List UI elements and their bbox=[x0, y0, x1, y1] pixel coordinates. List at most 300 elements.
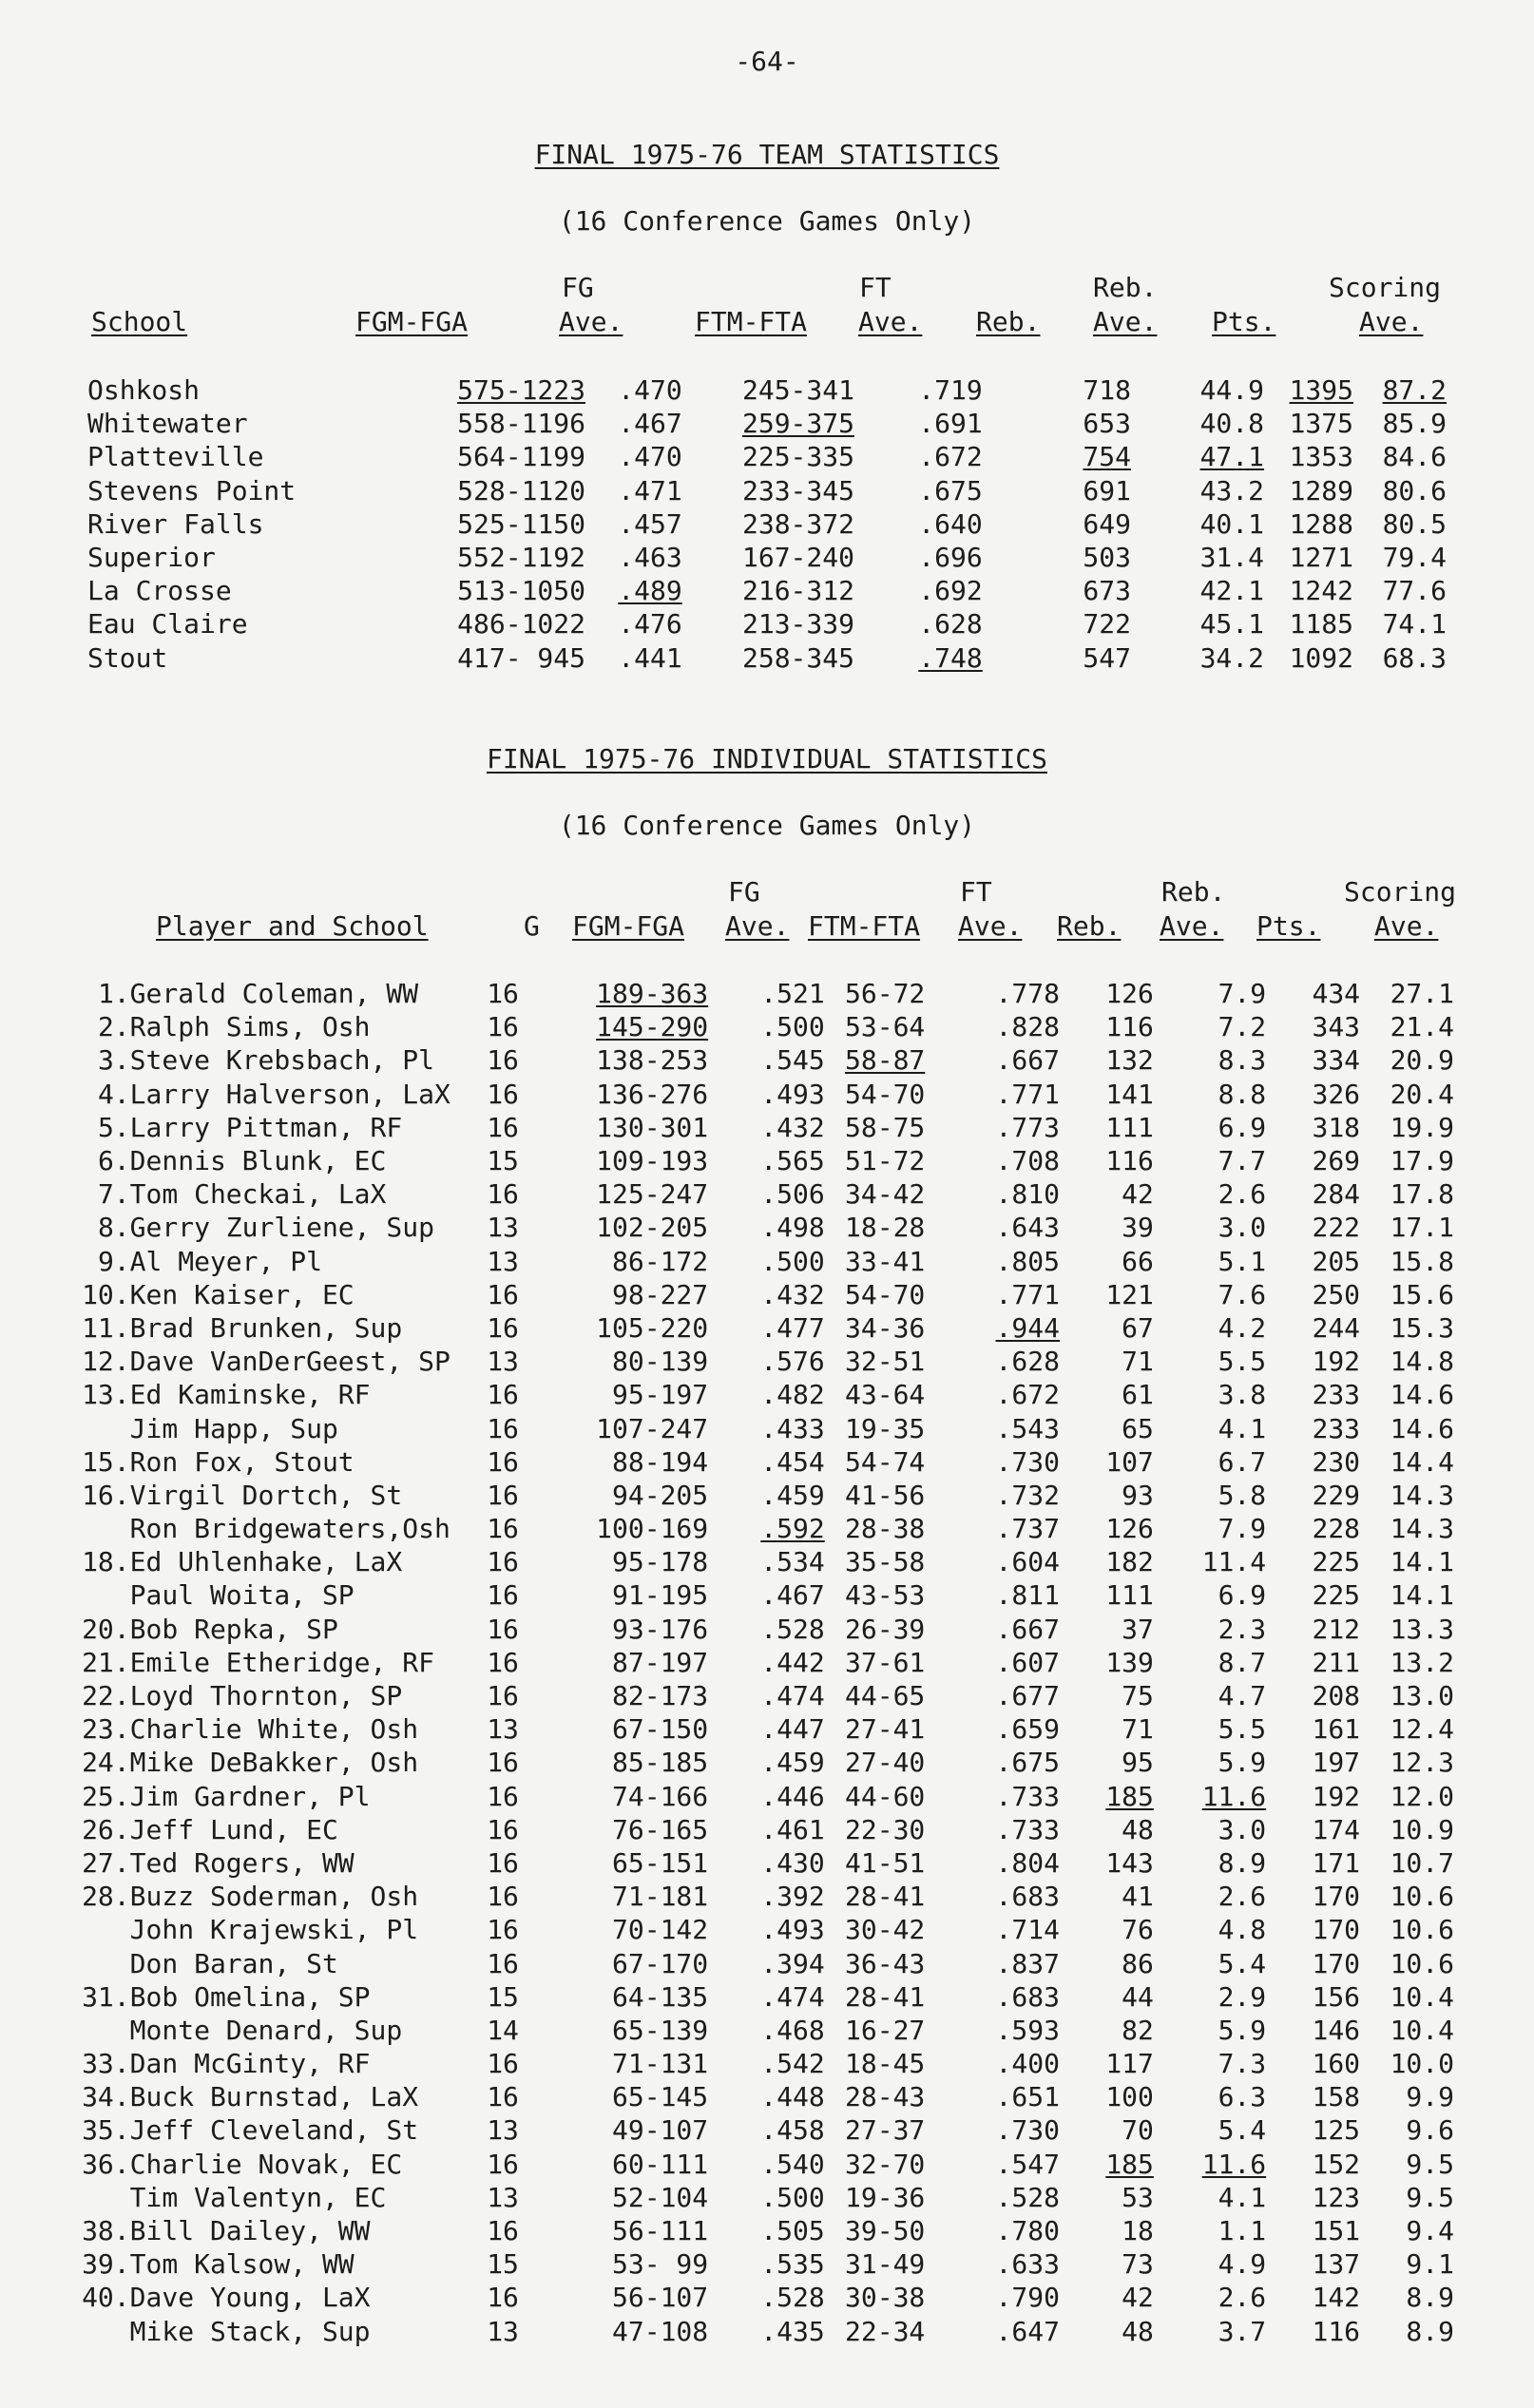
cell-pts: 123 bbox=[1312, 2181, 1361, 2213]
cell-reb-ave: 5.5 bbox=[1218, 1346, 1267, 1378]
cell-games: 16 bbox=[487, 1914, 519, 1946]
cell-reb-ave: 31.4 bbox=[1199, 542, 1264, 574]
cell-scoring-ave: 79.4 bbox=[1382, 542, 1447, 574]
cell-rank: 5. bbox=[97, 1111, 130, 1143]
individual-header-scoring-top: Scoring bbox=[1344, 876, 1457, 908]
cell-games: 16 bbox=[487, 1011, 519, 1043]
cell-games: 16 bbox=[487, 2148, 519, 2180]
cell-games: 16 bbox=[487, 1111, 519, 1143]
player-row bbox=[67, 977, 1454, 1010]
cell-player: Ed Kaminske, RF bbox=[129, 1379, 371, 1411]
cell-fgm-fga: 88-194 bbox=[612, 1445, 709, 1478]
cell-scoring-ave: 9.4 bbox=[1406, 2215, 1454, 2247]
cell-reb: 76 bbox=[1122, 1914, 1154, 1946]
cell-fgm-fga: 486-1022 bbox=[457, 608, 585, 640]
cell-reb: 143 bbox=[1105, 1846, 1154, 1879]
cell-rank: 23. bbox=[82, 1713, 130, 1746]
cell-pts: 1375 bbox=[1289, 408, 1353, 440]
cell-fg-ave: .463 bbox=[618, 542, 682, 574]
cell-fgm-fga: 70-142 bbox=[612, 1914, 709, 1946]
cell-reb: 107 bbox=[1105, 1445, 1154, 1478]
team-header-scoring-ave: Ave. bbox=[1359, 306, 1424, 337]
cell-reb-ave: 2.6 bbox=[1218, 2282, 1267, 2314]
cell-player: Charlie White, Osh bbox=[129, 1713, 419, 1746]
cell-player: Don Baran, St bbox=[129, 1947, 338, 1979]
cell-reb: 75 bbox=[1122, 1680, 1154, 1712]
cell-rank: 21. bbox=[82, 1646, 130, 1678]
cell-ft-ave: .607 bbox=[995, 1646, 1060, 1678]
cell-scoring-ave: 12.4 bbox=[1390, 1713, 1454, 1746]
cell-player: Bob Omelina, SP bbox=[129, 1980, 371, 2013]
cell-ftm-fta: 28-41 bbox=[845, 1980, 926, 2013]
cell-pts: 1092 bbox=[1289, 641, 1353, 674]
cell-ft-ave: .733 bbox=[995, 1780, 1060, 1812]
cell-reb: 42 bbox=[1122, 1178, 1154, 1211]
individual-header-reb: Reb. bbox=[1057, 910, 1122, 942]
cell-player: Charlie Novak, EC bbox=[129, 2148, 403, 2180]
cell-fg-ave: .521 bbox=[760, 978, 825, 1010]
cell-fgm-fga: 528-1120 bbox=[457, 474, 585, 506]
individual-header-g: G bbox=[524, 910, 540, 942]
cell-reb: 42 bbox=[1122, 2282, 1154, 2314]
cell-fgm-fga: 52-104 bbox=[612, 2181, 709, 2213]
cell-fg-ave: .467 bbox=[760, 1579, 825, 1612]
cell-fg-ave: .528 bbox=[760, 1613, 825, 1645]
cell-ft-ave: .677 bbox=[995, 1680, 1060, 1712]
cell-reb-ave: 4.2 bbox=[1218, 1311, 1267, 1344]
cell-player: Jeff Lund, EC bbox=[129, 1813, 338, 1845]
cell-reb-ave: 11.6 bbox=[1201, 2148, 1267, 2180]
cell-rank: 26. bbox=[82, 1813, 130, 1845]
cell-reb-ave: 7.9 bbox=[1218, 1513, 1267, 1545]
cell-pts: 146 bbox=[1312, 2014, 1361, 2046]
cell-reb-ave: 8.7 bbox=[1218, 1646, 1267, 1678]
team-stats-table bbox=[87, 373, 1447, 675]
cell-rank: 35. bbox=[82, 2114, 130, 2147]
cell-reb-ave: 3.7 bbox=[1218, 2315, 1267, 2347]
cell-games: 16 bbox=[487, 1747, 519, 1779]
player-row bbox=[67, 1111, 1454, 1144]
cell-rank: 8. bbox=[97, 1212, 130, 1244]
cell-player: Al Meyer, Pl bbox=[129, 1245, 322, 1277]
cell-rank: 18. bbox=[82, 1546, 130, 1578]
cell-scoring-ave: 87.2 bbox=[1382, 374, 1447, 407]
cell-reb-ave: 8.3 bbox=[1218, 1044, 1267, 1077]
player-row bbox=[67, 1679, 1454, 1712]
cell-reb-ave: 7.3 bbox=[1218, 2048, 1267, 2080]
cell-games: 16 bbox=[487, 978, 519, 1010]
cell-pts: 158 bbox=[1312, 2081, 1361, 2113]
cell-player: Mike DeBakker, Osh bbox=[129, 1747, 419, 1779]
cell-fg-ave: .470 bbox=[618, 441, 682, 473]
cell-ftm-fta: 216-312 bbox=[741, 575, 854, 607]
cell-ft-ave: .683 bbox=[995, 1980, 1060, 2013]
cell-fgm-fga: 525-1150 bbox=[457, 507, 585, 540]
cell-fgm-fga: 64-135 bbox=[612, 1980, 709, 2013]
team-row bbox=[87, 407, 1447, 440]
cell-ftm-fta: 34-42 bbox=[845, 1178, 926, 1211]
cell-scoring-ave: 15.6 bbox=[1390, 1278, 1454, 1310]
cell-ft-ave: .719 bbox=[918, 374, 983, 407]
cell-reb: 82 bbox=[1122, 2014, 1154, 2046]
cell-fgm-fga: 56-107 bbox=[612, 2282, 709, 2314]
cell-fgm-fga: 513-1050 bbox=[457, 575, 585, 607]
cell-games: 13 bbox=[487, 2315, 519, 2347]
team-header-ft-top: FT bbox=[859, 272, 892, 303]
player-row bbox=[67, 1946, 1454, 1979]
cell-reb: 44 bbox=[1122, 1980, 1154, 2013]
cell-fgm-fga: 95-178 bbox=[612, 1546, 709, 1578]
cell-games: 16 bbox=[487, 1846, 519, 1879]
cell-pts: 197 bbox=[1312, 1747, 1361, 1779]
cell-ft-ave: .810 bbox=[995, 1178, 1060, 1211]
cell-reb: 185 bbox=[1105, 2148, 1154, 2180]
cell-reb: 718 bbox=[1083, 374, 1131, 407]
cell-fg-ave: .454 bbox=[760, 1445, 825, 1478]
cell-reb: 111 bbox=[1105, 1579, 1154, 1612]
cell-ftm-fta: 37-61 bbox=[845, 1646, 926, 1678]
individual-header-ft-ave: Ave. bbox=[958, 910, 1023, 942]
cell-fgm-fga: 71-131 bbox=[612, 2048, 709, 2080]
cell-pts: 170 bbox=[1312, 1947, 1361, 1979]
cell-fgm-fga: 109-193 bbox=[596, 1145, 709, 1177]
cell-reb: 39 bbox=[1122, 1212, 1154, 1244]
cell-pts: 269 bbox=[1312, 1145, 1361, 1177]
cell-reb: 126 bbox=[1105, 1513, 1154, 1545]
cell-ft-ave: .628 bbox=[918, 608, 983, 640]
cell-reb-ave: 6.9 bbox=[1218, 1579, 1267, 1612]
cell-rank: 27. bbox=[82, 1846, 130, 1879]
cell-ft-ave: .828 bbox=[995, 1011, 1060, 1043]
cell-ftm-fta: 33-41 bbox=[845, 1245, 926, 1277]
cell-ftm-fta: 43-53 bbox=[845, 1579, 926, 1612]
cell-rank: 22. bbox=[82, 1680, 130, 1712]
cell-ft-ave: .643 bbox=[995, 1212, 1060, 1244]
cell-ft-ave: .604 bbox=[995, 1546, 1060, 1578]
team-header-scoring-top: Scoring bbox=[1329, 272, 1442, 303]
team-row bbox=[87, 474, 1447, 507]
cell-ftm-fta: 213-339 bbox=[741, 608, 854, 640]
cell-ftm-fta: 54-70 bbox=[845, 1278, 926, 1310]
cell-fgm-fga: 552-1192 bbox=[457, 542, 585, 574]
cell-player: Steve Krebsbach, Pl bbox=[129, 1044, 434, 1077]
cell-pts: 170 bbox=[1312, 1914, 1361, 1946]
team-row bbox=[87, 373, 1447, 407]
player-row bbox=[67, 1712, 1454, 1746]
cell-rank: 9. bbox=[97, 1245, 130, 1277]
cell-ftm-fta: 51-72 bbox=[845, 1145, 926, 1177]
cell-reb-ave: 6.7 bbox=[1218, 1445, 1267, 1478]
player-row bbox=[67, 2247, 1454, 2281]
cell-ft-ave: .773 bbox=[995, 1111, 1060, 1143]
cell-fgm-fga: 125-247 bbox=[596, 1178, 709, 1211]
cell-fg-ave: .474 bbox=[760, 1680, 825, 1712]
cell-reb: 67 bbox=[1122, 1311, 1154, 1344]
cell-ft-ave: .737 bbox=[995, 1513, 1060, 1545]
cell-fg-ave: .433 bbox=[760, 1412, 825, 1444]
cell-pts: 152 bbox=[1312, 2148, 1361, 2180]
cell-fg-ave: .505 bbox=[760, 2215, 825, 2247]
cell-fg-ave: .430 bbox=[760, 1846, 825, 1879]
cell-scoring-ave: 20.4 bbox=[1390, 1078, 1454, 1110]
cell-fg-ave: .467 bbox=[618, 408, 682, 440]
cell-rank: 31. bbox=[82, 1980, 130, 2013]
cell-scoring-ave: 10.9 bbox=[1390, 1813, 1454, 1845]
cell-scoring-ave: 14.8 bbox=[1390, 1346, 1454, 1378]
cell-games: 16 bbox=[487, 2048, 519, 2080]
cell-fg-ave: .441 bbox=[618, 641, 682, 674]
cell-reb-ave: 4.1 bbox=[1218, 1412, 1267, 1444]
cell-rank: 7. bbox=[97, 1178, 130, 1211]
cell-games: 16 bbox=[487, 1513, 519, 1545]
cell-games: 16 bbox=[487, 1947, 519, 1979]
cell-reb: 111 bbox=[1105, 1111, 1154, 1143]
cell-ftm-fta: 22-34 bbox=[845, 2315, 926, 2347]
player-row bbox=[67, 1880, 1454, 1913]
cell-ftm-fta: 32-70 bbox=[845, 2148, 926, 2180]
player-row bbox=[67, 1010, 1454, 1043]
cell-ftm-fta: 18-45 bbox=[845, 2048, 926, 2080]
cell-games: 16 bbox=[487, 1780, 519, 1812]
cell-fg-ave: .392 bbox=[760, 1881, 825, 1913]
cell-rank: 25. bbox=[82, 1780, 130, 1812]
cell-fgm-fga: 85-185 bbox=[612, 1747, 709, 1779]
cell-fgm-fga: 80-139 bbox=[612, 1346, 709, 1378]
cell-reb: 691 bbox=[1083, 474, 1131, 506]
cell-reb-ave: 1.1 bbox=[1218, 2215, 1267, 2247]
cell-reb-ave: 44.9 bbox=[1199, 374, 1264, 407]
cell-fgm-fga: 65-151 bbox=[612, 1846, 709, 1879]
cell-reb: 132 bbox=[1105, 1044, 1154, 1077]
cell-ftm-fta: 35-58 bbox=[845, 1546, 926, 1578]
cell-ftm-fta: 16-27 bbox=[845, 2014, 926, 2046]
cell-reb-ave: 7.6 bbox=[1218, 1278, 1267, 1310]
cell-scoring-ave: 85.9 bbox=[1382, 408, 1447, 440]
cell-reb: 93 bbox=[1122, 1479, 1154, 1511]
cell-fg-ave: .545 bbox=[760, 1044, 825, 1077]
cell-ftm-fta: 258-345 bbox=[741, 641, 854, 674]
cell-fgm-fga: 107-247 bbox=[596, 1412, 709, 1444]
cell-fgm-fga: 189-363 bbox=[596, 978, 709, 1010]
cell-reb-ave: 5.9 bbox=[1218, 2014, 1267, 2046]
individual-stats-subtitle: (16 Conference Games Only) bbox=[558, 810, 976, 841]
cell-reb-ave: 3.0 bbox=[1218, 1813, 1267, 1845]
player-row bbox=[67, 2148, 1454, 2181]
cell-ftm-fta: 44-60 bbox=[845, 1780, 926, 1812]
cell-ft-ave: .675 bbox=[918, 474, 983, 506]
cell-reb-ave: 5.4 bbox=[1218, 2114, 1267, 2147]
cell-reb: 139 bbox=[1105, 1646, 1154, 1678]
team-row bbox=[87, 574, 1447, 607]
team-header-reb-top: Reb. bbox=[1093, 272, 1158, 303]
cell-pts: 171 bbox=[1312, 1846, 1361, 1879]
cell-scoring-ave: 9.1 bbox=[1406, 2248, 1454, 2281]
cell-ft-ave: .771 bbox=[995, 1078, 1060, 1110]
cell-games: 16 bbox=[487, 1646, 519, 1678]
cell-fgm-fga: 53- 99 bbox=[612, 2248, 709, 2281]
cell-reb-ave: 4.7 bbox=[1218, 1680, 1267, 1712]
cell-scoring-ave: 17.9 bbox=[1390, 1145, 1454, 1177]
cell-games: 16 bbox=[487, 2081, 519, 2113]
cell-fgm-fga: 56-111 bbox=[612, 2215, 709, 2247]
individual-header-player: Player and School bbox=[156, 910, 429, 942]
cell-ftm-fta: 28-43 bbox=[845, 2081, 926, 2113]
cell-scoring-ave: 8.9 bbox=[1406, 2282, 1454, 2314]
cell-pts: 225 bbox=[1312, 1546, 1361, 1578]
cell-reb-ave: 5.8 bbox=[1218, 1479, 1267, 1511]
cell-games: 15 bbox=[487, 1145, 519, 1177]
team-header-ftm-fta: FTM-FTA bbox=[695, 306, 808, 337]
cell-scoring-ave: 10.4 bbox=[1390, 2014, 1454, 2046]
cell-rank: 20. bbox=[82, 1613, 130, 1645]
cell-ft-ave: .730 bbox=[995, 1445, 1060, 1478]
cell-games: 16 bbox=[487, 1579, 519, 1612]
cell-scoring-ave: 15.8 bbox=[1390, 1245, 1454, 1277]
individual-header-fg-ave: Ave. bbox=[725, 910, 790, 942]
cell-ft-ave: .748 bbox=[918, 641, 983, 674]
player-row bbox=[67, 2315, 1454, 2348]
cell-reb: 100 bbox=[1105, 2081, 1154, 2113]
cell-fgm-fga: 94-205 bbox=[612, 1479, 709, 1511]
cell-reb-ave: 3.8 bbox=[1218, 1379, 1267, 1411]
cell-school: Platteville bbox=[87, 441, 264, 473]
cell-games: 14 bbox=[487, 2014, 519, 2046]
cell-reb: 673 bbox=[1083, 575, 1131, 607]
cell-reb: 41 bbox=[1122, 1881, 1154, 1913]
cell-ft-ave: .732 bbox=[995, 1479, 1060, 1511]
cell-rank bbox=[67, 1946, 130, 1979]
cell-school: Stout bbox=[87, 641, 168, 674]
cell-games: 16 bbox=[487, 1412, 519, 1444]
cell-ftm-fta: 238-372 bbox=[741, 507, 854, 540]
cell-fgm-fga: 65-139 bbox=[612, 2014, 709, 2046]
cell-games: 13 bbox=[487, 2181, 519, 2213]
player-row bbox=[67, 1746, 1454, 1779]
cell-pts: 170 bbox=[1312, 1881, 1361, 1913]
cell-reb-ave: 6.3 bbox=[1218, 2081, 1267, 2113]
cell-rank: 1. bbox=[97, 978, 130, 1010]
cell-fgm-fga: 93-176 bbox=[612, 1613, 709, 1645]
cell-games: 15 bbox=[487, 1980, 519, 2013]
cell-pts: 1395 bbox=[1289, 374, 1353, 407]
cell-fgm-fga: 74-166 bbox=[612, 1780, 709, 1812]
cell-fg-ave: .565 bbox=[760, 1145, 825, 1177]
cell-fgm-fga: 145-290 bbox=[596, 1011, 709, 1043]
cell-scoring-ave: 10.6 bbox=[1390, 1947, 1454, 1979]
player-row bbox=[67, 2181, 1454, 2214]
cell-pts: 334 bbox=[1312, 1044, 1361, 1077]
cell-scoring-ave: 10.6 bbox=[1390, 1881, 1454, 1913]
cell-fg-ave: .394 bbox=[760, 1947, 825, 1979]
cell-ftm-fta: 58-75 bbox=[845, 1111, 926, 1143]
cell-player: Tim Valentyn, EC bbox=[129, 2181, 387, 2213]
cell-fg-ave: .489 bbox=[618, 575, 682, 607]
cell-fg-ave: .468 bbox=[760, 2014, 825, 2046]
cell-ftm-fta: 225-335 bbox=[741, 441, 854, 473]
individual-header-reb-top: Reb. bbox=[1161, 876, 1226, 908]
cell-pts: 233 bbox=[1312, 1412, 1361, 1444]
player-row bbox=[67, 1144, 1454, 1177]
cell-fgm-fga: 87-197 bbox=[612, 1646, 709, 1678]
cell-school: Superior bbox=[87, 542, 216, 574]
cell-ft-ave: .692 bbox=[918, 575, 983, 607]
cell-scoring-ave: 9.5 bbox=[1406, 2148, 1454, 2180]
cell-fgm-fga: 102-205 bbox=[596, 1212, 709, 1244]
cell-ft-ave: .547 bbox=[995, 2148, 1060, 2180]
cell-games: 16 bbox=[487, 1445, 519, 1478]
cell-player: Paul Woita, SP bbox=[129, 1579, 355, 1612]
cell-reb-ave: 47.1 bbox=[1199, 441, 1264, 473]
cell-ft-ave: .667 bbox=[995, 1613, 1060, 1645]
cell-ftm-fta: 56-72 bbox=[845, 978, 926, 1010]
cell-pts: 208 bbox=[1312, 1680, 1361, 1712]
cell-rank bbox=[67, 1913, 130, 1946]
cell-scoring-ave: 13.0 bbox=[1390, 1680, 1454, 1712]
cell-pts: 137 bbox=[1312, 2248, 1361, 2281]
cell-fg-ave: .448 bbox=[760, 2081, 825, 2113]
cell-pts: 125 bbox=[1312, 2114, 1361, 2147]
cell-player: Ron Bridgewaters,Osh bbox=[129, 1513, 451, 1545]
cell-ft-ave: .771 bbox=[995, 1278, 1060, 1310]
cell-player: Larry Halverson, LaX bbox=[129, 1078, 451, 1110]
cell-reb-ave: 11.4 bbox=[1201, 1546, 1267, 1578]
cell-player: Brad Brunken, Sup bbox=[129, 1311, 403, 1344]
team-row bbox=[87, 440, 1447, 473]
cell-reb: 86 bbox=[1122, 1947, 1154, 1979]
cell-school: Eau Claire bbox=[87, 608, 248, 640]
cell-reb: 116 bbox=[1105, 1145, 1154, 1177]
cell-ftm-fta: 41-56 bbox=[845, 1479, 926, 1511]
cell-scoring-ave: 12.0 bbox=[1390, 1780, 1454, 1812]
cell-fgm-fga: 60-111 bbox=[612, 2148, 709, 2180]
cell-ftm-fta: 54-74 bbox=[845, 1445, 926, 1478]
individual-header-ftm-fta: FTM-FTA bbox=[808, 910, 921, 942]
cell-school: Whitewater bbox=[87, 408, 248, 440]
cell-fgm-fga: 100-169 bbox=[596, 1513, 709, 1545]
cell-fg-ave: .540 bbox=[760, 2148, 825, 2180]
cell-scoring-ave: 13.2 bbox=[1390, 1646, 1454, 1678]
cell-reb: 185 bbox=[1105, 1780, 1154, 1812]
cell-ft-ave: .528 bbox=[995, 2181, 1060, 2213]
cell-rank: 34. bbox=[82, 2081, 130, 2113]
cell-ft-ave: .780 bbox=[995, 2215, 1060, 2247]
cell-ft-ave: .696 bbox=[918, 542, 983, 574]
cell-rank bbox=[67, 2014, 130, 2047]
cell-fgm-fga: 47-108 bbox=[612, 2315, 709, 2347]
cell-reb: 653 bbox=[1083, 408, 1131, 440]
cell-ft-ave: .778 bbox=[995, 978, 1060, 1010]
cell-games: 16 bbox=[487, 1178, 519, 1211]
cell-fg-ave: .458 bbox=[760, 2114, 825, 2147]
cell-rank: 6. bbox=[97, 1145, 130, 1177]
cell-fg-ave: .535 bbox=[760, 2248, 825, 2281]
cell-pts: 434 bbox=[1312, 978, 1361, 1010]
cell-rank bbox=[67, 1578, 130, 1612]
cell-player: Gerry Zurliene, Sup bbox=[129, 1212, 434, 1244]
cell-scoring-ave: 12.3 bbox=[1390, 1747, 1454, 1779]
cell-scoring-ave: 20.9 bbox=[1390, 1044, 1454, 1077]
cell-games: 16 bbox=[487, 1546, 519, 1578]
cell-games: 13 bbox=[487, 1713, 519, 1746]
cell-player: Ken Kaiser, EC bbox=[129, 1278, 355, 1310]
cell-fgm-fga: 95-197 bbox=[612, 1379, 709, 1411]
player-row bbox=[67, 1245, 1454, 1278]
cell-reb: 503 bbox=[1083, 542, 1131, 574]
individual-header-fgm-fga: FGM-FGA bbox=[572, 910, 685, 942]
cell-scoring-ave: 74.1 bbox=[1382, 608, 1447, 640]
cell-scoring-ave: 14.6 bbox=[1390, 1412, 1454, 1444]
cell-player: Buck Burnstad, LaX bbox=[129, 2081, 419, 2113]
